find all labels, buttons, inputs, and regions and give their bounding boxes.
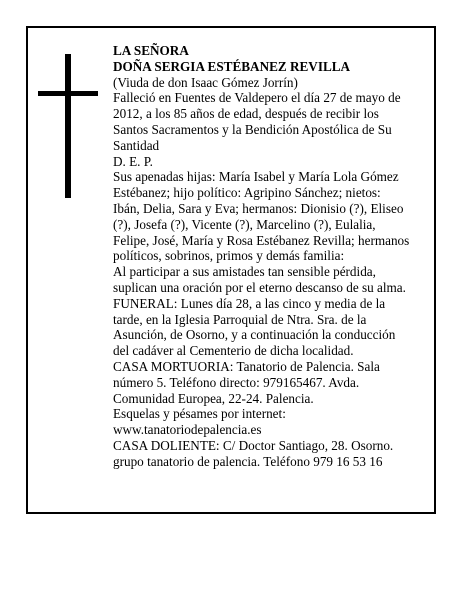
mourning-house: CASA DOLIENTE: C/ Doctor Santiago, 28. Osorno. grupo tanatorio de palencia. Teléfono 979 16 53 16 <box>113 437 394 469</box>
cross-vertical-bar <box>65 54 71 198</box>
family-list: Sus apenadas hijas: María Isabel y María Lola Gómez Estébanez; hijo político: Agripino Sánchez; nietos: Ibán, Delia, Sara y Eva; hermanos: Dionisio (?), Eliseo (?), Josefa (?), Vicente (?), Marcelino (?), Eulalia, Felipe, José, María y Rosa Estébanez Revilla; hermanos políticos, sobrinos, primos y demás familia: <box>113 169 410 264</box>
deceased-name: DOÑA SERGIA ESTÉBANEZ REVILLA <box>113 58 351 74</box>
prayer-request: Al participar a sus amistades tan sensible pérdida, suplican una oración por el eterno descanso de su alma. <box>113 264 406 295</box>
widow-line: (Viuda de don Isaac Gómez Jorrín) <box>113 74 298 90</box>
honorific-title: LA SEÑORA <box>113 43 189 58</box>
dep-line: D. E. P. <box>113 153 153 169</box>
cross-horizontal-bar <box>38 91 98 96</box>
death-details: Falleció en Fuentes de Valdepero el día 27 de mayo de 2012, a los 85 años de edad, después de recibir los Santos Sacramentos y la Bendición Apostólica de Su Santidad <box>113 90 401 153</box>
mortuary-details: CASA MORTUORIA: Tanatorio de Palencia. Sala número 5. Teléfono directo: 979165467. Avda. Comunidad Europea, 22-24. Palencia. <box>113 358 380 406</box>
cross-icon <box>38 54 98 198</box>
funeral-details: FUNERAL: Lunes día 28, a las cinco y media de la tarde, en la Iglesia Parroquial de Ntra. Sra. de la Asunción, de Osorno, y a continuación la conducción del cadáver al Cementerio de dicha localidad. <box>113 295 396 359</box>
condolences-web: Esquelas y pésames por internet: www.tanatoriodepalencia.es <box>113 406 286 438</box>
obituary-notice <box>26 26 436 514</box>
obituary-text <box>113 43 431 470</box>
